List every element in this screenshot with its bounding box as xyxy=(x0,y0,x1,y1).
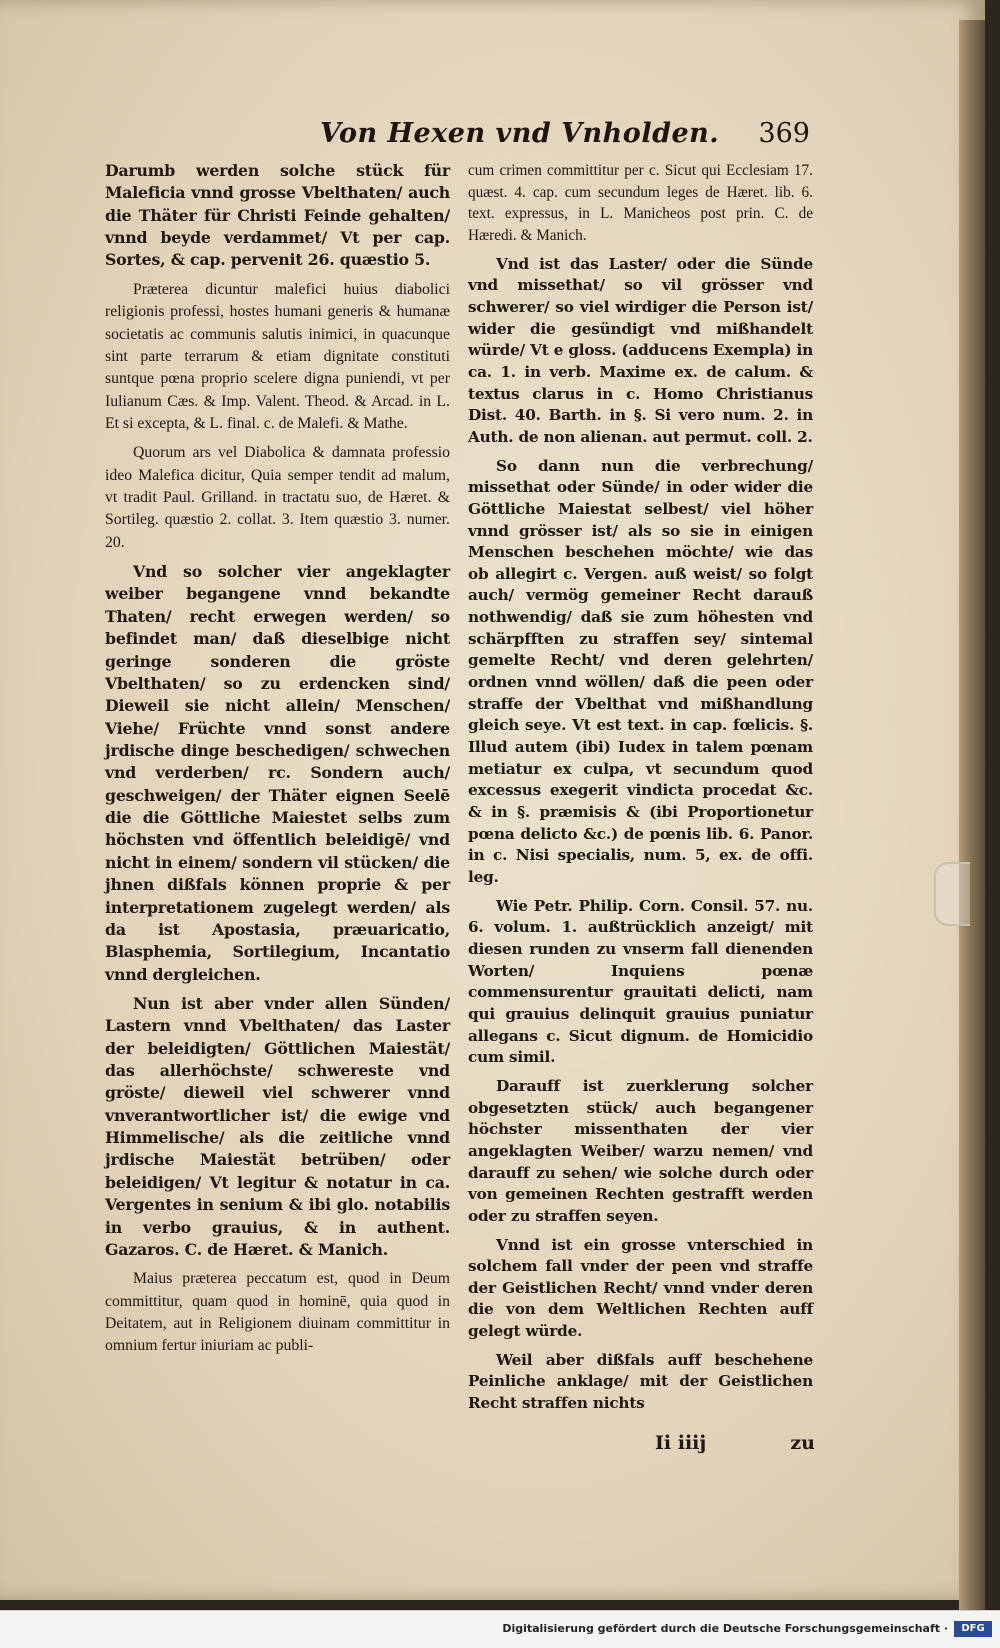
right-column xyxy=(468,160,813,1422)
page-tab-marker xyxy=(934,862,970,926)
footer-bar xyxy=(0,1610,1000,1648)
catchline xyxy=(655,1432,815,1462)
funding-note: Digitalisierung gefördert durch die Deutsche Forschungsgemeinschaft · xyxy=(502,1622,948,1635)
page-number: 369 xyxy=(758,118,810,149)
paragraph: Quorum ars vel Diabolica & damnata professio ideo Malefica dicitur, Quia semper tendit ad malum, vt tradit Paul. Grilland. in tractatu suo, de Hæret. & Sortileg. quæstio 2. collat. 3. Item quæstio 3. numer. 20. xyxy=(105,444,450,551)
paragraph: Maius præterea peccatum est, quod in Deum committitur, quam quod in hominē, quia quod in Deitatem, aut in Religionem diuinam committitur in omnium fertur iniuriam ac publi- xyxy=(105,1270,450,1355)
dfg-logo: DFG xyxy=(954,1621,992,1637)
paragraph: Weil aber dißfals auff beschehene Peinliche anklage/ mit der Geistlichen Recht straffen nichts xyxy=(468,1350,813,1413)
page-edge xyxy=(959,20,985,1620)
catchword: zu xyxy=(790,1432,815,1454)
paragraph: Præterea dicuntur malefici huius diabolici religionis professi, hostes humani generis & humanæ societatis ac communis salutis inimici, in quacunque sint parte terrarum & etiam dignitate constituti suntque pœna proprio scelere digna puniendi, vt per Iulianum Cæs. & Imp. Valent. Theod. & Arcad. in L. Et si excepta, & L. final. c. de Malefi. & Mathe. xyxy=(105,280,450,432)
running-header xyxy=(320,118,810,158)
signature-mark: Ii iiij xyxy=(655,1432,707,1454)
paragraph: Vnd ist das Laster/ oder die Sünde vnd missethat/ so vil grösser vnd schwerer/ so viel wirdiger die Person ist/ wider die gesündigt vnd mißhandelt würde/ Vt e gloss. (adducens Exempla) in ca. 1. in verb. Maxime ex. de calum. & textus clarus in c. Homo Christianus Dist. 40. Barth. in §. Si vero num. 2. in Auth. de non alienan. aut permut. coll. 2. xyxy=(468,254,813,446)
paragraph: Darumb werden solche stück für Maleficia vnnd grosse Vbelthaten/ auch die Thäter für Christi Feinde gehalten/ vnnd beyde verdammet/ Vt per cap. Sortes, & cap. pervenit 26. quæstio 5. xyxy=(105,161,450,270)
paragraph: Wie Petr. Philip. Corn. Consil. 57. nu. 6. volum. 1. außtrücklich anzeigt/ mit diesen runden zu vnserm fall dienenden Worten/ Inquiens pœnæ commensurentur grauitati delicti, nam qui grauius delinquit grauius puniatur allegans c. Sicut dignum. de Homicidio cum simil. xyxy=(468,896,813,1067)
left-column xyxy=(105,160,450,1365)
paragraph: Vnd so solcher vier angeklagter weiber begangene vnnd bekandte Thaten/ recht erwegen werden/ so befindet man/ daß dieselbige nicht geringe sonderen die gröste Vbelthaten/ so zu erdencken sind/ Dieweil sie nicht allein/ Menschen/ Viehe/ Früchte vnnd sonst andere jrdische dinge beschedigen/ schwechen vnd verderben/ rc. Sondern auch/ geschweigen/ der Thäter eignen Seelē die die Göttliche Maiestet selbs zum höchsten vnd öffentlich beleidigē/ vnd nicht in einem/ sondern vil stücken/ die jhnen dißfals können proprie & per interpretationem zugelegt werden/ als da ist Apostasia, præuaricatio, Blasphemia, Sortilegium, Incantatio vnnd dergleichen. xyxy=(105,562,450,984)
paragraph: Darauff ist zuerklerung solcher obgesetzten stück/ auch begangener höchster missenthaten der vier angeklagten Weiber/ warzu nemen/ vnd darauff zu sehen/ wie solche durch oder von gemeinen Rechten gestrafft werden oder zu straffen seyen. xyxy=(468,1076,813,1225)
paragraph: cum crimen committitur per c. Sicut qui Ecclesiam 17. quæst. 4. cap. cum secundum leges de Hæret. lib. 6. text. expressus, in L. Manicheos post prin. C. de Hæredi. & Manich. xyxy=(468,162,813,244)
paragraph: Vnnd ist ein grosse vnterschied in solchem fall vnder der peen vnd straffe der Geistlichen Recht/ vnnd vnder deren die von dem Weltlichen Rechten auff gelegt würde. xyxy=(468,1235,813,1341)
running-title: Von Hexen vnd Vnholden. xyxy=(320,118,720,149)
paragraph: Nun ist aber vnder allen Sünden/ Lastern vnnd Vbelthaten/ das Laster der beleidigten/ Göttlichen Maiestät/ das allerhöchste/ schwereste vnd gröste/ dieweil viel schwerer vnnd vnverantwortlicher ist/ die ewige vnd Himmelische/ als die zeitliche vnnd jrdische Maiestät betrüben/ oder beleidigen/ Vt legitur & notatur in ca. Vergentes in senium & ibi glo. notabilis in verbo grauius, & in authent. Gazaros. C. de Hæret. & Manich. xyxy=(105,993,450,1259)
paragraph: So dann nun die verbrechung/ missethat oder Sünde/ in oder wider die Göttliche Maiestat selbest/ viel höher vnnd grösser ist/ als so sie in einigen Menschen beschehen möchte/ wie das ob allegirt c. Vergen. auß weist/ so folgt auch/ vermög gemeiner Recht darauß nothwendig/ daß sie zum höhesten vnd schärpfften zu straffen sey/ sintemal gemelte Recht/ vnd deren gelehrten/ ordnen vnnd wöllen/ daß die peen oder straffe der Vbelthat vnd mißhandlung gleich seye. Vt est text. in cap. fœlicis. §. Illud autem (ibi) Iudex in talem pœnam metiatur ex culpa, vt secundum quod excessus exegerit vindicta procedat &c. & in §. præmisis & (ibi Proportionetur pœna delicto &c.) de pœnis lib. 6. Panor. in c. Nisi specialis, num. 5, ex. de offi. leg. xyxy=(468,456,813,886)
